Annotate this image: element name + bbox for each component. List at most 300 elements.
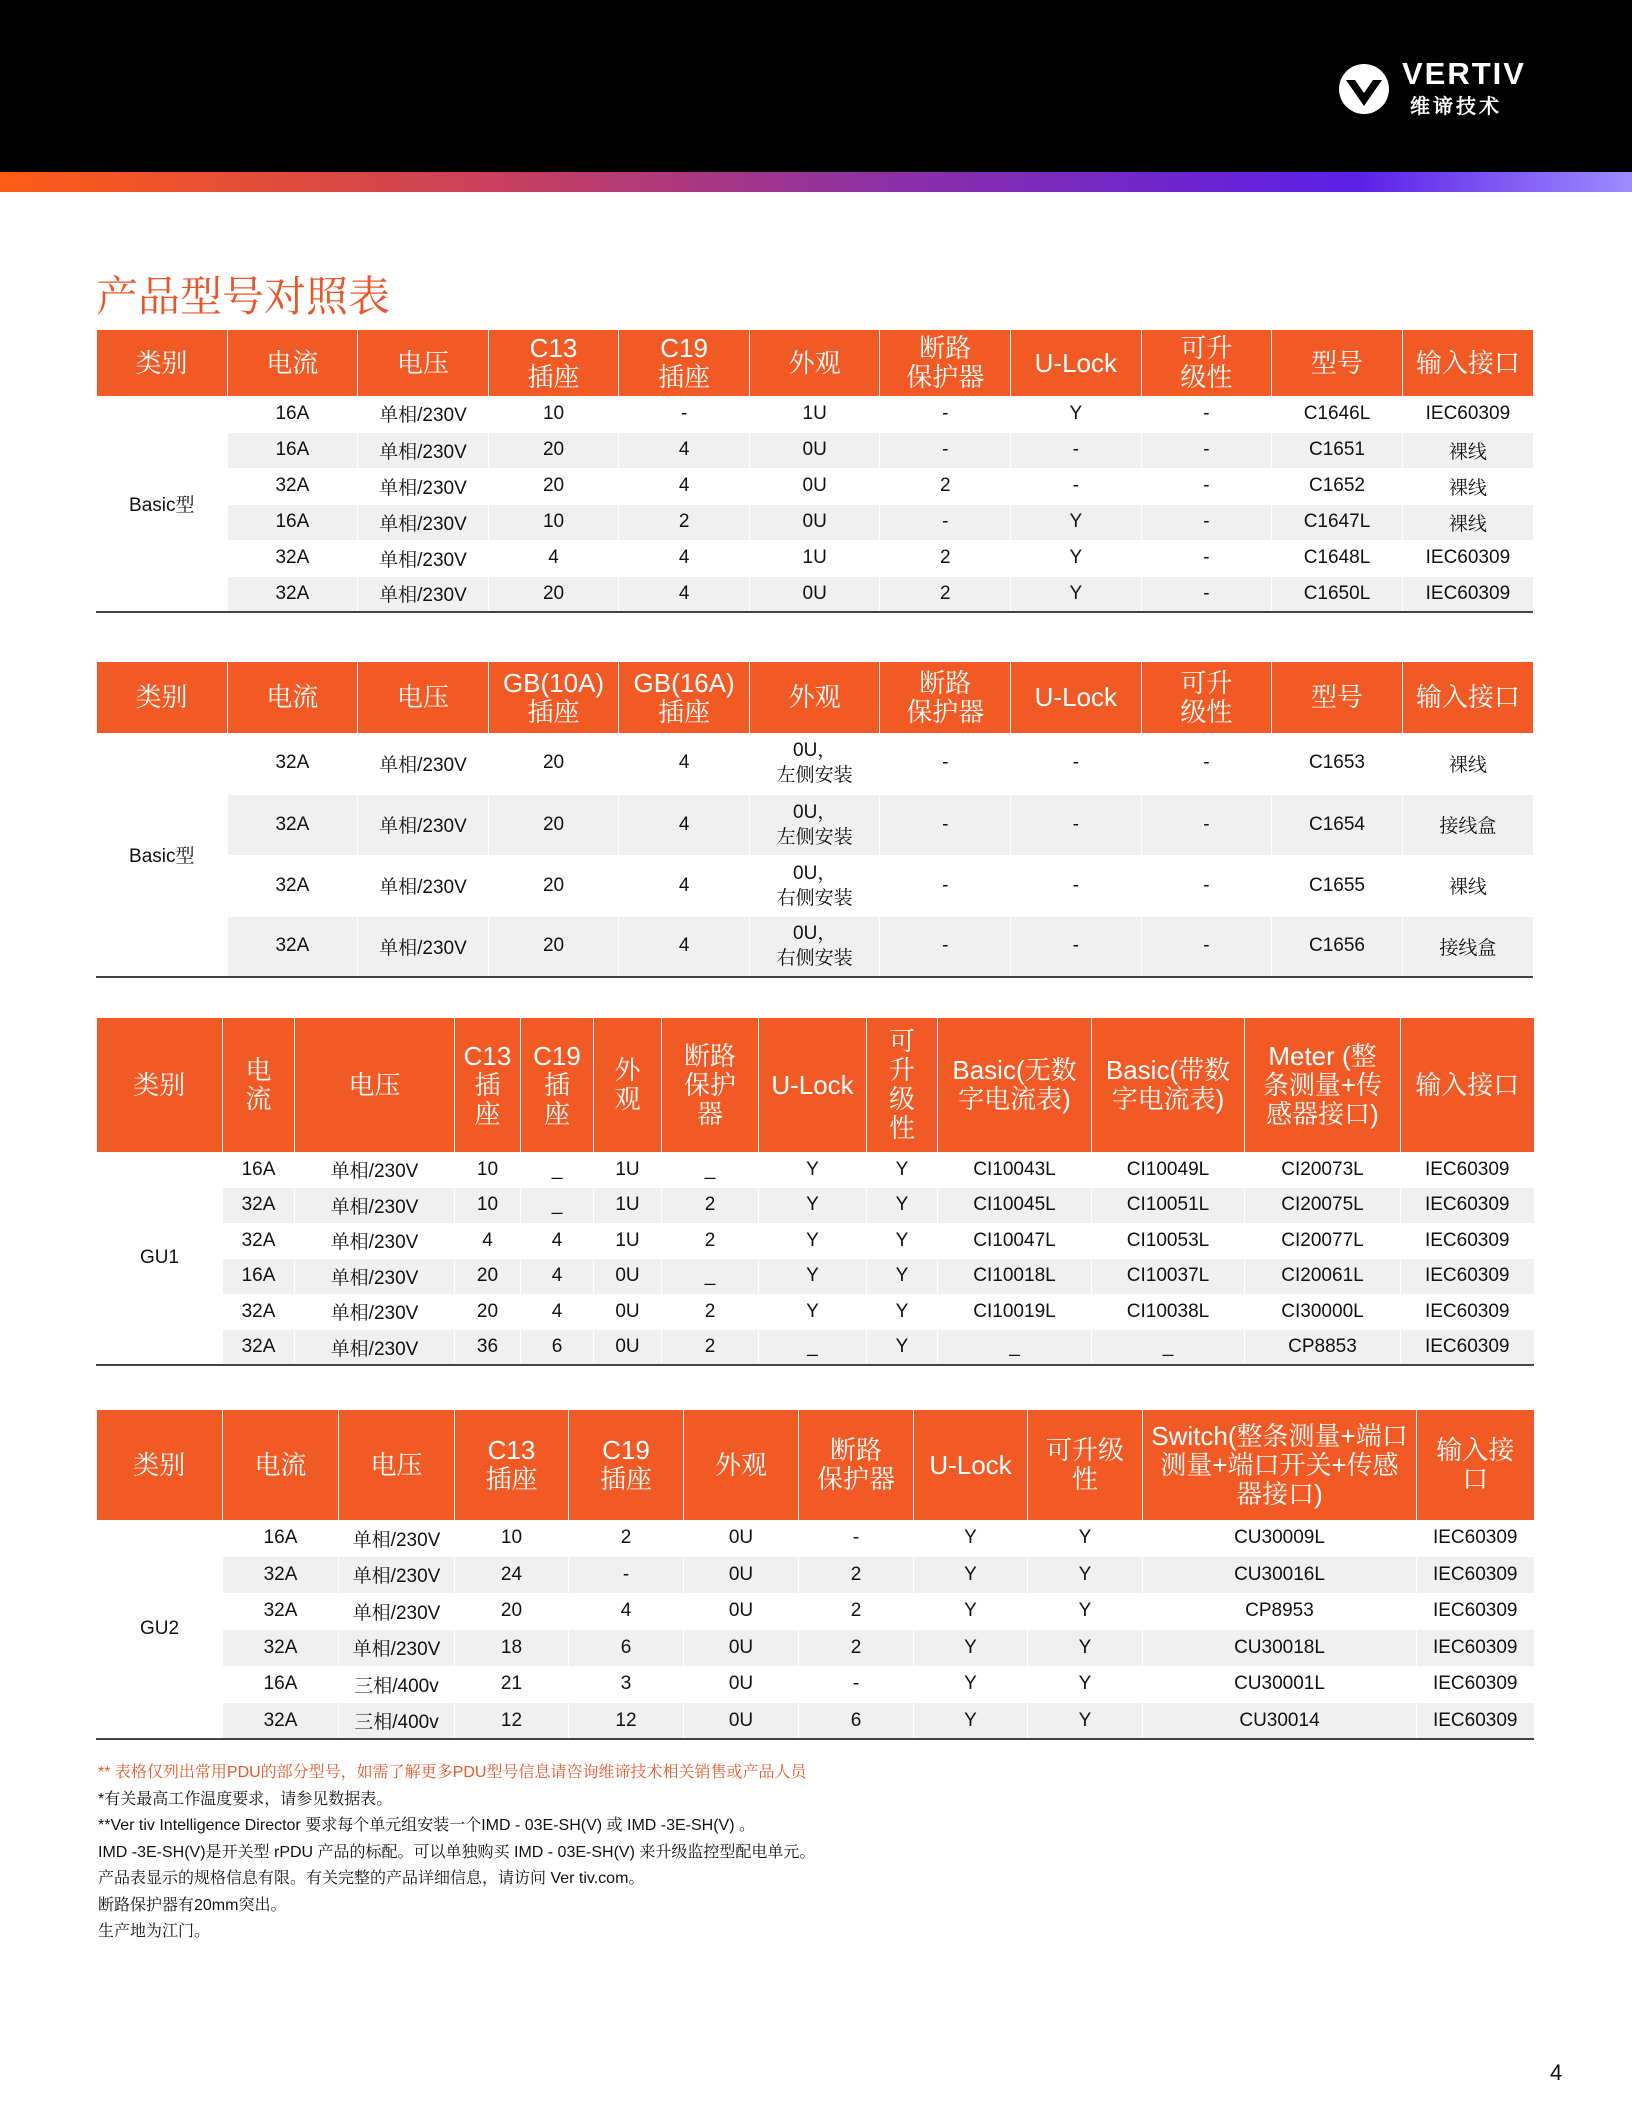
- table-cell: 16A: [223, 1666, 339, 1703]
- column-header: 外 观: [594, 1018, 662, 1152]
- column-header: 电 流: [223, 1018, 295, 1152]
- table-cell: CU30018L: [1143, 1630, 1417, 1667]
- table-cell: -: [1141, 916, 1272, 977]
- table-cell: 1U: [749, 540, 880, 576]
- table-cell: 20: [488, 855, 619, 916]
- table-cell: 2: [619, 504, 750, 540]
- table-cell: 单相/230V: [358, 576, 489, 612]
- table-cell: IEC60309: [1401, 1294, 1534, 1330]
- table-cell: 单相/230V: [339, 1557, 455, 1594]
- table-cell: 32A: [227, 855, 358, 916]
- table-cell: Y: [867, 1188, 938, 1224]
- table-row: [97, 794, 1534, 855]
- table-cell: 接线盒: [1402, 794, 1533, 855]
- footnote: *有关最高工作温度要求，请参见数据表。: [98, 1790, 393, 1808]
- table-cell: 20: [455, 1593, 569, 1630]
- table-cell: Y: [759, 1188, 867, 1224]
- table-cell: 16A: [223, 1152, 295, 1188]
- table-cell: 4: [521, 1223, 594, 1259]
- table-cell: -: [1011, 794, 1142, 855]
- table-cell: 4: [521, 1294, 594, 1330]
- table-cell: 1U: [594, 1152, 662, 1188]
- table-cell: 0U: [684, 1557, 799, 1594]
- table-cell: Y: [1028, 1630, 1143, 1667]
- table-row: [97, 432, 1534, 468]
- table-cell: 0U， 右侧安装: [749, 855, 880, 916]
- table-cell: Y: [914, 1557, 1028, 1594]
- table-cell: 10: [455, 1188, 521, 1224]
- column-header: 断路 保护 器: [662, 1018, 759, 1152]
- table-cell: CU30014: [1143, 1703, 1417, 1740]
- gu2-table: [96, 1410, 1534, 1740]
- column-header: 电压: [358, 662, 489, 733]
- table-cell: 0U: [684, 1520, 799, 1557]
- table-cell: 18: [455, 1630, 569, 1667]
- footnote: ** 表格仅列出常用PDU的部分型号，如需了解更多PDU型号信息请咨询维谛技术相关销售或产品人员: [98, 1764, 807, 1781]
- column-header: 可升级 性: [1028, 1410, 1143, 1520]
- table-cell: 0U， 右侧安装: [749, 916, 880, 977]
- table-cell: 0U: [684, 1666, 799, 1703]
- table-cell: C1656: [1272, 916, 1403, 977]
- table-cell: Y: [914, 1520, 1028, 1557]
- table-cell: 32A: [223, 1223, 295, 1259]
- table-cell: C1651: [1272, 432, 1403, 468]
- table-cell: 2: [662, 1188, 759, 1224]
- table-cell: 2: [569, 1520, 684, 1557]
- table-cell: IEC60309: [1402, 540, 1533, 576]
- table-cell: C1652: [1272, 468, 1403, 504]
- table-cell: 20: [488, 468, 619, 504]
- header-row: [97, 662, 1534, 733]
- table-cell: 单相/230V: [358, 540, 489, 576]
- table-cell: 2: [799, 1593, 914, 1630]
- table-cell: 0U: [749, 576, 880, 612]
- table-cell: CI10043L: [938, 1152, 1092, 1188]
- footnotes: [98, 1760, 815, 1946]
- footnote: **Ver tiv Intelligence Director 要求每个单元组安装一个IMD - 03E-SH(V) 或 IMD -3E-SH(V) 。: [98, 1817, 755, 1834]
- table-cell: -: [880, 916, 1011, 977]
- page-title: 产品型号对照表: [96, 273, 391, 320]
- table-row: [97, 468, 1534, 504]
- table-cell: _: [662, 1152, 759, 1188]
- table-cell: Y: [914, 1630, 1028, 1667]
- table-cell: CI10037L: [1092, 1259, 1245, 1295]
- table-cell: -: [1011, 468, 1142, 504]
- table-cell: C1650L: [1272, 576, 1403, 612]
- table-cell: IEC60309: [1401, 1330, 1534, 1366]
- table-cell: CI20075L: [1245, 1188, 1401, 1224]
- table-cell: -: [880, 794, 1011, 855]
- table-cell: 4: [569, 1593, 684, 1630]
- table-cell: -: [569, 1557, 684, 1594]
- table-cell: 0U: [749, 468, 880, 504]
- table-cell: 0U: [684, 1593, 799, 1630]
- table-cell: 0U， 左侧安装: [749, 794, 880, 855]
- table-cell: 32A: [223, 1557, 339, 1594]
- column-header: 断路 保护器: [799, 1410, 914, 1520]
- table-cell: -: [880, 396, 1011, 432]
- column-header: 断路 保护器: [880, 330, 1011, 396]
- table-cell: 单相/230V: [358, 916, 489, 977]
- table-cell: IEC60309: [1417, 1703, 1534, 1740]
- table-cell: IEC60309: [1401, 1223, 1534, 1259]
- column-header: C19 插 座: [521, 1018, 594, 1152]
- column-header: Switch(整条测量+端口 测量+端口开关+传感 器接口): [1143, 1410, 1417, 1520]
- column-header: U-Lock: [1011, 330, 1142, 396]
- table-cell: IEC60309: [1402, 396, 1533, 432]
- table-cell: CI10019L: [938, 1294, 1092, 1330]
- table-cell: CI20077L: [1245, 1223, 1401, 1259]
- column-header: GB(10A) 插座: [488, 662, 619, 733]
- table-cell: IEC60309: [1402, 576, 1533, 612]
- table-row: [97, 1703, 1534, 1740]
- table-cell: C1655: [1272, 855, 1403, 916]
- column-header: 外观: [684, 1410, 799, 1520]
- table-cell: 2: [662, 1330, 759, 1366]
- table-cell: 4: [455, 1223, 521, 1259]
- vertiv-logo: [1338, 58, 1526, 119]
- table-cell: 20: [488, 794, 619, 855]
- table-cell: 1U: [594, 1223, 662, 1259]
- table-row: [97, 576, 1534, 612]
- table-cell: CI10047L: [938, 1223, 1092, 1259]
- table-cell: 32A: [223, 1703, 339, 1740]
- column-header: 可 升 级 性: [867, 1018, 938, 1152]
- table-cell: CP8853: [1245, 1330, 1401, 1366]
- table-cell: C1646L: [1272, 396, 1403, 432]
- table-cell: 裸线: [1402, 504, 1533, 540]
- table-cell: 接线盒: [1402, 916, 1533, 977]
- table-cell: 单相/230V: [358, 733, 489, 794]
- table-cell: 4: [619, 733, 750, 794]
- table-cell: -: [1141, 468, 1272, 504]
- table-cell: 6: [521, 1330, 594, 1366]
- table-cell: 32A: [223, 1188, 295, 1224]
- table-cell: 32A: [227, 540, 358, 576]
- table-cell: Y: [867, 1223, 938, 1259]
- brand-name-cn: 维谛技术: [1410, 96, 1502, 118]
- table-cell: 4: [619, 576, 750, 612]
- table-cell: 16A: [227, 504, 358, 540]
- table-cell: 裸线: [1402, 468, 1533, 504]
- column-header: GB(16A) 插座: [619, 662, 750, 733]
- table-cell: 单相/230V: [358, 855, 489, 916]
- table-cell: CP8953: [1143, 1593, 1417, 1630]
- table-cell: 单相/230V: [339, 1520, 455, 1557]
- table-cell: 单相/230V: [295, 1330, 455, 1366]
- vertiv-logo-icon: [1338, 63, 1390, 115]
- table-cell: -: [1141, 794, 1272, 855]
- category-cell: Basic型: [97, 396, 228, 612]
- table-row: [97, 1557, 1534, 1594]
- table-cell: _: [938, 1330, 1092, 1366]
- table-cell: 0U: [749, 432, 880, 468]
- table-cell: CI10049L: [1092, 1152, 1245, 1188]
- column-header: Basic(带数 字电流表): [1092, 1018, 1245, 1152]
- table-cell: 0U， 左侧安装: [749, 733, 880, 794]
- table-cell: 三相/400v: [339, 1666, 455, 1703]
- table-cell: 36: [455, 1330, 521, 1366]
- table-cell: -: [880, 855, 1011, 916]
- column-header: 电压: [358, 330, 489, 396]
- basic-table-gb: [96, 662, 1533, 978]
- table-cell: 2: [880, 468, 1011, 504]
- column-header: C13 插座: [455, 1410, 569, 1520]
- table-cell: 4: [521, 1259, 594, 1295]
- table-cell: -: [1011, 916, 1142, 977]
- table-cell: Y: [867, 1152, 938, 1188]
- column-header: 输入接口: [1402, 662, 1533, 733]
- header-row: [97, 330, 1534, 396]
- table-cell: 单相/230V: [358, 794, 489, 855]
- column-header: 电流: [227, 330, 358, 396]
- table-cell: -: [880, 504, 1011, 540]
- table-cell: 单相/230V: [339, 1593, 455, 1630]
- table-cell: 4: [619, 855, 750, 916]
- table-cell: 1U: [594, 1188, 662, 1224]
- page-number: 4: [1550, 2060, 1563, 2085]
- table-cell: CI10018L: [938, 1259, 1092, 1295]
- table-row: [97, 1630, 1534, 1667]
- table-cell: 2: [799, 1630, 914, 1667]
- table-cell: 16A: [223, 1259, 295, 1295]
- table-cell: 0U: [594, 1294, 662, 1330]
- table-cell: Y: [1028, 1520, 1143, 1557]
- table-cell: -: [1011, 855, 1142, 916]
- table-cell: CI10038L: [1092, 1294, 1245, 1330]
- table-cell: _: [662, 1259, 759, 1295]
- table-cell: Y: [1011, 396, 1142, 432]
- table-cell: -: [799, 1520, 914, 1557]
- table-cell: -: [1011, 432, 1142, 468]
- category-cell: GU2: [97, 1520, 223, 1739]
- column-header: 输入接口: [1401, 1018, 1534, 1152]
- table-cell: 单相/230V: [295, 1223, 455, 1259]
- table-cell: CI20073L: [1245, 1152, 1401, 1188]
- table-cell: 单相/230V: [295, 1188, 455, 1224]
- table-cell: CI20061L: [1245, 1259, 1401, 1295]
- table-cell: CU30009L: [1143, 1520, 1417, 1557]
- column-header: Meter (整 条测量+传 感器接口): [1245, 1018, 1401, 1152]
- table-cell: 10: [488, 396, 619, 432]
- table-cell: 0U: [684, 1703, 799, 1740]
- table-cell: 32A: [227, 576, 358, 612]
- table-cell: IEC60309: [1417, 1593, 1534, 1630]
- table-row: [97, 504, 1534, 540]
- table-cell: 0U: [684, 1630, 799, 1667]
- column-header: C13 插 座: [455, 1018, 521, 1152]
- table-row: [97, 855, 1534, 916]
- table-cell: 2: [662, 1294, 759, 1330]
- table-row: [97, 1593, 1534, 1630]
- table-cell: 20: [488, 576, 619, 612]
- table-cell: 单相/230V: [358, 432, 489, 468]
- table-cell: 10: [455, 1152, 521, 1188]
- table-cell: 16A: [223, 1520, 339, 1557]
- table-cell: Y: [1011, 540, 1142, 576]
- column-header: C13 插座: [488, 330, 619, 396]
- table-cell: 20: [488, 733, 619, 794]
- table-cell: Y: [914, 1593, 1028, 1630]
- table-cell: Y: [867, 1330, 938, 1366]
- table-cell: Y: [867, 1294, 938, 1330]
- table-cell: 裸线: [1402, 855, 1533, 916]
- table-cell: CI10053L: [1092, 1223, 1245, 1259]
- table-cell: IEC60309: [1401, 1152, 1534, 1188]
- table-cell: 16A: [227, 396, 358, 432]
- table-cell: -: [619, 396, 750, 432]
- table-cell: -: [1141, 504, 1272, 540]
- table-row: [97, 396, 1534, 432]
- column-header: U-Lock: [914, 1410, 1028, 1520]
- table-cell: -: [1141, 540, 1272, 576]
- table-cell: 20: [488, 916, 619, 977]
- column-header: 外观: [749, 662, 880, 733]
- column-header: 类别: [97, 330, 228, 396]
- column-header: 类别: [97, 1018, 223, 1152]
- column-header: 外观: [749, 330, 880, 396]
- table-cell: 4: [619, 916, 750, 977]
- table-cell: 32A: [227, 468, 358, 504]
- column-header: Basic(无数 字电流表): [938, 1018, 1092, 1152]
- table-cell: 24: [455, 1557, 569, 1594]
- table-cell: 0U: [594, 1259, 662, 1295]
- table-cell: _: [521, 1152, 594, 1188]
- table-row: [97, 1152, 1534, 1188]
- table-cell: IEC60309: [1417, 1666, 1534, 1703]
- table-cell: -: [1141, 855, 1272, 916]
- header-row: [97, 1018, 1534, 1152]
- table-cell: Y: [914, 1703, 1028, 1740]
- table-cell: 6: [569, 1630, 684, 1667]
- column-header: 可升 级性: [1141, 330, 1272, 396]
- table-cell: Y: [1011, 504, 1142, 540]
- column-header: 电压: [339, 1410, 455, 1520]
- table-cell: Y: [759, 1152, 867, 1188]
- table-cell: IEC60309: [1417, 1630, 1534, 1667]
- table-cell: 单相/230V: [295, 1294, 455, 1330]
- table-cell: 32A: [223, 1630, 339, 1667]
- table-cell: _: [1092, 1330, 1245, 1366]
- table-cell: 20: [488, 432, 619, 468]
- category-cell: Basic型: [97, 733, 228, 977]
- table-cell: IEC60309: [1401, 1259, 1534, 1295]
- column-header: 型号: [1272, 330, 1403, 396]
- column-header: C19 插座: [619, 330, 750, 396]
- table-cell: 16A: [227, 432, 358, 468]
- table-row: [97, 1223, 1534, 1259]
- footnote: 产品表显示的规格信息有限。有关完整的产品详细信息，请访问 Ver tiv.com。: [98, 1870, 645, 1887]
- table-cell: Y: [1028, 1557, 1143, 1594]
- table-cell: 21: [455, 1666, 569, 1703]
- column-header: 电压: [295, 1018, 455, 1152]
- table-cell: 4: [619, 468, 750, 504]
- table-cell: 裸线: [1402, 733, 1533, 794]
- table-cell: 32A: [227, 916, 358, 977]
- table-cell: IEC60309: [1417, 1557, 1534, 1594]
- table-row: [97, 1294, 1534, 1330]
- table-cell: 32A: [223, 1330, 295, 1366]
- table-cell: 单相/230V: [295, 1259, 455, 1295]
- table-cell: IEC60309: [1401, 1188, 1534, 1224]
- table-cell: Y: [1011, 576, 1142, 612]
- column-header: C19 插座: [569, 1410, 684, 1520]
- table-row: [97, 1520, 1534, 1557]
- footnote: 断路保护器有20mm突出。: [98, 1896, 287, 1914]
- table-cell: 32A: [223, 1593, 339, 1630]
- gradient-stripe: [0, 172, 1632, 192]
- table-cell: 12: [455, 1703, 569, 1740]
- column-header: U-Lock: [1011, 662, 1142, 733]
- table-cell: IEC60309: [1417, 1520, 1534, 1557]
- category-cell: GU1: [97, 1152, 223, 1365]
- table-cell: 3: [569, 1666, 684, 1703]
- brand-name: VERTIV: [1402, 56, 1526, 91]
- table-cell: 2: [799, 1557, 914, 1594]
- table-row: [97, 1666, 1534, 1703]
- table-cell: 2: [880, 540, 1011, 576]
- table-cell: 2: [662, 1223, 759, 1259]
- column-header: 型号: [1272, 662, 1403, 733]
- gu1-table: [96, 1018, 1534, 1366]
- table-row: [97, 540, 1534, 576]
- column-header: 电流: [223, 1410, 339, 1520]
- table-cell: 1U: [749, 396, 880, 432]
- table-cell: 32A: [227, 733, 358, 794]
- column-header: 电流: [227, 662, 358, 733]
- table-cell: Y: [759, 1259, 867, 1295]
- table-cell: CU30016L: [1143, 1557, 1417, 1594]
- table-row: [97, 1259, 1534, 1295]
- table-cell: Y: [759, 1223, 867, 1259]
- table-row: [97, 1330, 1534, 1366]
- table-cell: 10: [488, 504, 619, 540]
- table-cell: 4: [488, 540, 619, 576]
- table-cell: -: [1011, 733, 1142, 794]
- table-cell: -: [1141, 576, 1272, 612]
- table-cell: -: [1141, 432, 1272, 468]
- column-header: U-Lock: [759, 1018, 867, 1152]
- column-header: 输入接 口: [1417, 1410, 1534, 1520]
- column-header: 可升 级性: [1141, 662, 1272, 733]
- table-cell: C1653: [1272, 733, 1403, 794]
- basic-table-c13: [96, 330, 1533, 613]
- table-cell: Y: [1028, 1703, 1143, 1740]
- footnote: IMD -3E-SH(V)是开关型 rPDU 产品的标配。可以单独购买 IMD - 03E-SH(V) 来升级监控型配电单元。: [98, 1843, 816, 1861]
- table-cell: -: [880, 733, 1011, 794]
- table-cell: C1654: [1272, 794, 1403, 855]
- column-header: 类别: [97, 662, 228, 733]
- column-header: 断路 保护器: [880, 662, 1011, 733]
- table-cell: Y: [914, 1666, 1028, 1703]
- table-cell: CI30000L: [1245, 1294, 1401, 1330]
- table-cell: 10: [455, 1520, 569, 1557]
- table-cell: 0U: [749, 504, 880, 540]
- table-cell: 12: [569, 1703, 684, 1740]
- table-cell: 单相/230V: [339, 1630, 455, 1667]
- table-row: [97, 916, 1534, 977]
- table-cell: -: [880, 432, 1011, 468]
- column-header: 类别: [97, 1410, 223, 1520]
- table-cell: CI10051L: [1092, 1188, 1245, 1224]
- table-cell: 4: [619, 540, 750, 576]
- table-cell: Y: [759, 1294, 867, 1330]
- table-cell: 2: [880, 576, 1011, 612]
- table-cell: Y: [867, 1259, 938, 1295]
- table-cell: Y: [1028, 1593, 1143, 1630]
- table-cell: 32A: [227, 794, 358, 855]
- table-cell: 20: [455, 1259, 521, 1295]
